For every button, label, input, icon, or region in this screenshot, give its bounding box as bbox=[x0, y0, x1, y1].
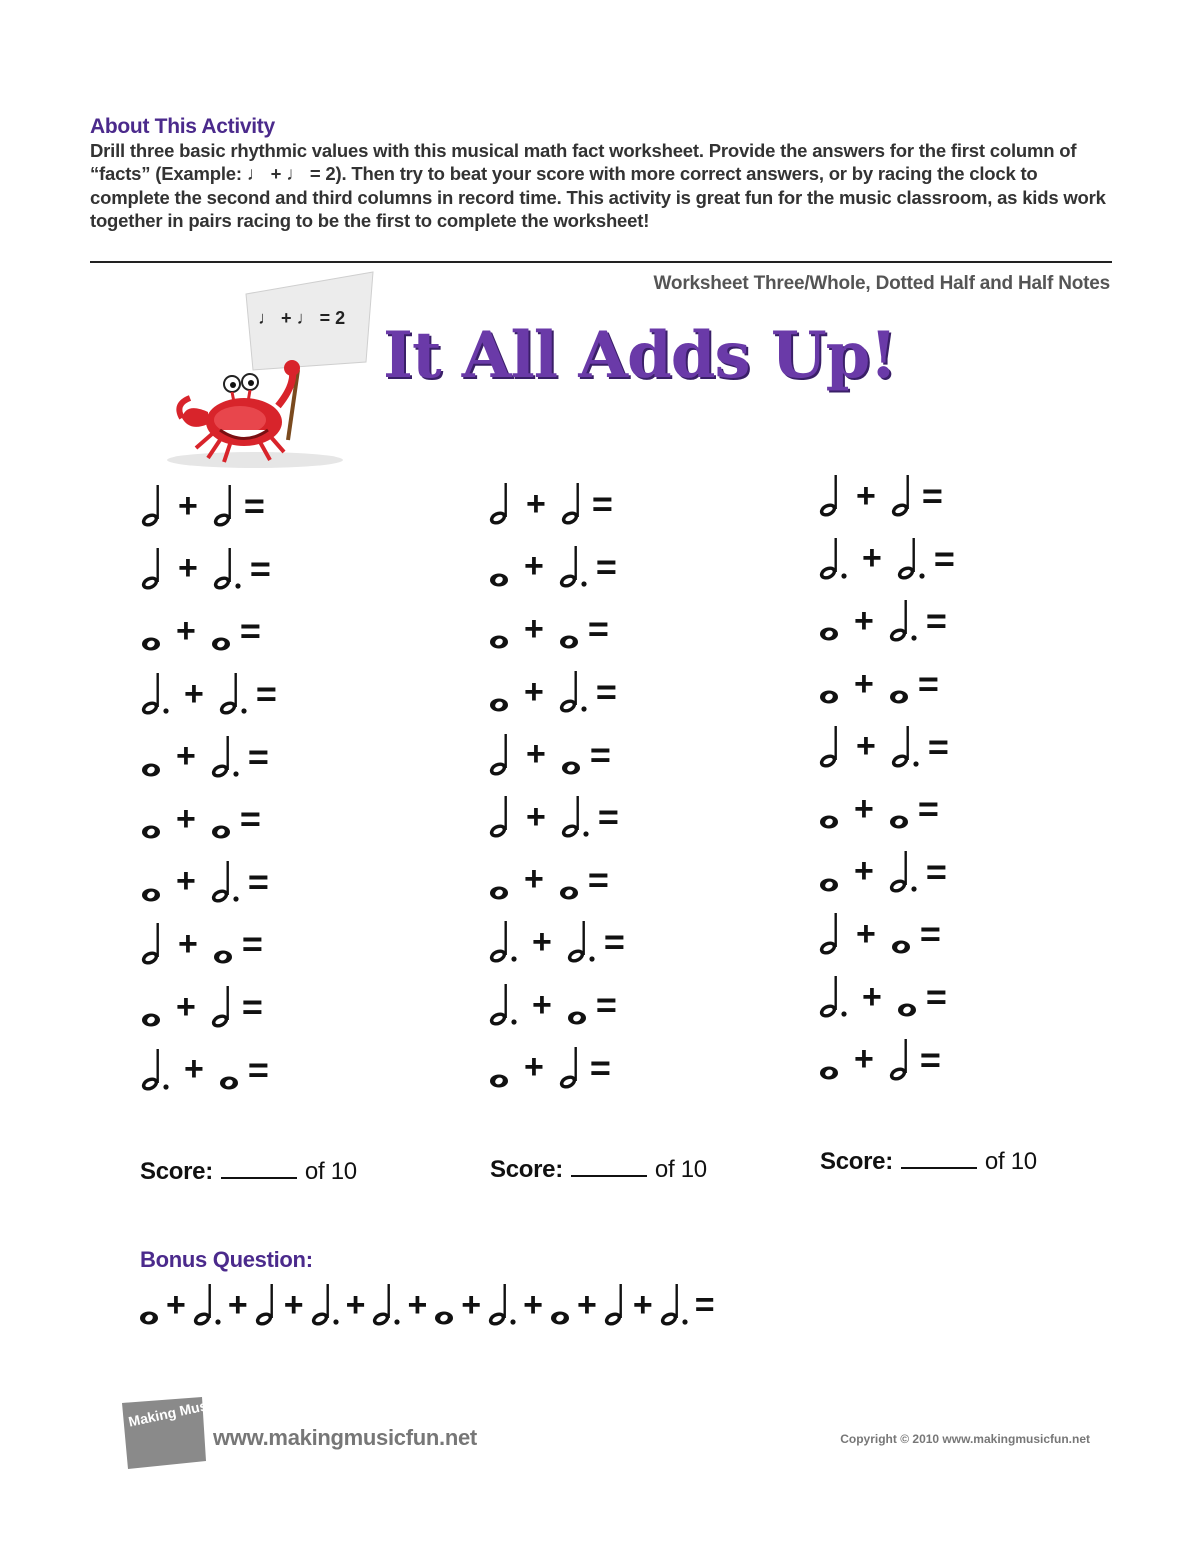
whole-note-icon bbox=[138, 1282, 160, 1328]
half-note-icon bbox=[603, 1282, 627, 1328]
score-label: Score: bbox=[140, 1158, 213, 1185]
quarter-note-icon: ♩ bbox=[258, 308, 276, 328]
plus-sign: + bbox=[854, 664, 874, 703]
problem-row bbox=[488, 723, 625, 786]
logo-text: Making Music Fun! bbox=[126, 1387, 254, 1430]
problem-row bbox=[818, 778, 955, 841]
equals-sign: = bbox=[919, 913, 941, 955]
dotted-half-note-icon bbox=[371, 1282, 401, 1328]
worksheet-label: Worksheet Three/Whole, Dotted Half and Half Notes bbox=[653, 273, 1110, 294]
about-title: About This Activity bbox=[90, 115, 275, 138]
bonus-title: Bonus Question: bbox=[140, 1247, 313, 1272]
half-note-icon bbox=[890, 473, 914, 519]
equals-sign: = bbox=[694, 1285, 715, 1324]
score-total: of 10 bbox=[984, 1148, 1037, 1175]
problem-row bbox=[488, 1036, 625, 1099]
score-blank[interactable] bbox=[571, 1175, 647, 1177]
half-note-icon bbox=[210, 984, 234, 1030]
problem-row bbox=[818, 841, 955, 904]
equals-sign: = bbox=[597, 796, 619, 838]
plus-sign: + bbox=[461, 1285, 482, 1324]
example-plus: + bbox=[270, 163, 282, 184]
plus-sign: + bbox=[854, 601, 874, 640]
dotted-half-note-icon bbox=[558, 544, 588, 590]
score-label: Score: bbox=[490, 1156, 563, 1183]
problem-row bbox=[140, 788, 277, 851]
problem-row bbox=[818, 966, 955, 1029]
bonus-equation bbox=[138, 1282, 721, 1328]
problem-row bbox=[140, 538, 277, 601]
whole-note-icon bbox=[818, 786, 840, 832]
equals-sign: = bbox=[921, 475, 943, 517]
plus-sign: + bbox=[178, 924, 198, 963]
problem-row bbox=[140, 725, 277, 788]
whole-note-icon bbox=[488, 606, 510, 652]
whole-note-icon bbox=[210, 608, 232, 654]
whole-note-icon bbox=[433, 1282, 455, 1328]
equals-sign: = bbox=[917, 788, 939, 830]
problem-row bbox=[488, 974, 625, 1037]
plus-sign: + bbox=[184, 674, 204, 713]
plus-sign: + bbox=[176, 737, 196, 776]
whole-note-icon bbox=[140, 796, 162, 842]
half-note-icon bbox=[818, 473, 842, 519]
whole-note-icon bbox=[558, 857, 580, 903]
plus-sign: + bbox=[178, 486, 198, 525]
half-note-icon bbox=[254, 1282, 278, 1328]
quarter-note-icon: ♩ bbox=[296, 308, 315, 328]
whole-note-icon bbox=[212, 921, 234, 967]
whole-note-icon bbox=[560, 732, 582, 778]
problem-row bbox=[140, 475, 277, 538]
dotted-half-note-icon bbox=[888, 598, 918, 644]
plus-sign: + bbox=[524, 672, 544, 711]
dotted-half-note-icon bbox=[818, 536, 848, 582]
plus-sign: + bbox=[227, 1285, 248, 1324]
score-line-3 bbox=[820, 1148, 1037, 1176]
dotted-half-note-icon bbox=[896, 536, 926, 582]
equals-sign: = bbox=[589, 733, 611, 775]
equals-sign: = bbox=[917, 663, 939, 705]
half-note-icon bbox=[212, 483, 236, 529]
dotted-half-note-icon bbox=[218, 671, 248, 717]
dotted-half-note-icon bbox=[558, 669, 588, 715]
about-text bbox=[90, 139, 1110, 232]
score-blank[interactable] bbox=[901, 1167, 977, 1169]
plus-sign: + bbox=[178, 549, 198, 588]
copyright: Copyright © 2010 www.makingmusicfun.net bbox=[840, 1432, 1090, 1446]
problem-row bbox=[140, 976, 277, 1039]
plus-sign: + bbox=[856, 727, 876, 766]
plus-sign: + bbox=[526, 484, 546, 523]
problem-row bbox=[818, 903, 955, 966]
sign-plus: + bbox=[281, 308, 292, 328]
problem-row bbox=[488, 849, 625, 912]
dotted-half-note-icon bbox=[212, 546, 242, 592]
equals-sign: = bbox=[247, 860, 269, 902]
whole-note-icon bbox=[896, 974, 918, 1020]
half-note-icon bbox=[818, 911, 842, 957]
plus-sign: + bbox=[523, 1285, 544, 1324]
plus-sign: + bbox=[526, 735, 546, 774]
plus-sign: + bbox=[577, 1285, 597, 1324]
equals-sign: = bbox=[589, 1046, 611, 1088]
whole-note-icon bbox=[488, 544, 510, 590]
equals-sign: = bbox=[919, 1038, 941, 1080]
website-link[interactable]: www.makingmusicfun.net bbox=[213, 1425, 477, 1450]
dotted-half-note-icon bbox=[192, 1282, 222, 1328]
equals-sign: = bbox=[925, 976, 947, 1018]
half-note-icon bbox=[558, 1045, 582, 1091]
whole-note-icon bbox=[210, 796, 232, 842]
plus-sign: + bbox=[524, 609, 544, 648]
half-note-icon bbox=[488, 481, 512, 527]
whole-note-icon bbox=[818, 598, 840, 644]
score-line-1 bbox=[140, 1158, 357, 1186]
equals-sign: = bbox=[239, 798, 261, 840]
whole-note-icon bbox=[818, 1037, 840, 1083]
half-note-icon bbox=[818, 724, 842, 770]
plus-sign: + bbox=[532, 985, 552, 1024]
sign-example bbox=[258, 308, 345, 329]
equals-sign: = bbox=[927, 725, 949, 767]
plus-sign: + bbox=[176, 799, 196, 838]
plus-sign: + bbox=[862, 539, 882, 578]
equals-sign: = bbox=[925, 850, 947, 892]
half-note-icon bbox=[140, 546, 164, 592]
whole-note-icon bbox=[488, 1045, 510, 1091]
equals-sign: = bbox=[933, 537, 955, 579]
divider-rule bbox=[90, 261, 1112, 263]
whole-note-icon bbox=[818, 661, 840, 707]
dotted-half-note-icon bbox=[487, 1282, 517, 1328]
problem-row bbox=[488, 598, 625, 661]
plus-sign: + bbox=[854, 1040, 874, 1079]
problem-row bbox=[488, 911, 625, 974]
plus-sign: + bbox=[184, 1050, 204, 1089]
about-text-part2: ). Then try to beat your score with more correct answers, or by racing the clock to complete the second and third columns in record time. This activity is great fun for the music classroom, as kids work together in pairs racing to be the first to complete the worksheet! bbox=[90, 163, 1106, 231]
about-section bbox=[90, 115, 1110, 232]
dotted-half-note-icon bbox=[818, 974, 848, 1020]
dotted-half-note-icon bbox=[488, 982, 518, 1028]
half-note-icon bbox=[488, 794, 512, 840]
problem-row bbox=[818, 528, 955, 591]
dotted-half-note-icon bbox=[659, 1282, 689, 1328]
score-blank[interactable] bbox=[221, 1177, 297, 1179]
dotted-half-note-icon bbox=[890, 724, 920, 770]
equals-sign: = bbox=[255, 673, 277, 715]
plus-sign: + bbox=[526, 797, 546, 836]
whole-note-icon bbox=[566, 982, 588, 1028]
problem-row bbox=[140, 1038, 277, 1101]
problem-row bbox=[818, 590, 955, 653]
plus-sign: + bbox=[524, 547, 544, 586]
problem-row bbox=[140, 663, 277, 726]
half-note-icon bbox=[888, 1037, 912, 1083]
problem-row bbox=[140, 600, 277, 663]
dotted-half-note-icon bbox=[560, 794, 590, 840]
plus-sign: + bbox=[283, 1285, 304, 1324]
score-label: Score: bbox=[820, 1148, 893, 1175]
page-title: It All Adds Up! bbox=[383, 318, 897, 393]
equals-sign: = bbox=[595, 671, 617, 713]
problem-row bbox=[488, 473, 625, 536]
plus-sign: + bbox=[854, 789, 874, 828]
plus-sign: + bbox=[854, 852, 874, 891]
equals-sign: = bbox=[595, 545, 617, 587]
problem-row bbox=[818, 653, 955, 716]
plus-sign: + bbox=[862, 977, 882, 1016]
sign-result: = 2 bbox=[319, 308, 346, 328]
equals-sign: = bbox=[239, 610, 261, 652]
whole-note-icon bbox=[888, 661, 910, 707]
plus-sign: + bbox=[176, 611, 196, 650]
dotted-half-note-icon bbox=[310, 1282, 340, 1328]
half-note-icon bbox=[488, 732, 512, 778]
whole-note-icon bbox=[818, 849, 840, 895]
problem-row bbox=[488, 536, 625, 599]
plus-sign: + bbox=[632, 1285, 653, 1324]
equals-sign: = bbox=[603, 921, 625, 963]
whole-note-icon bbox=[488, 669, 510, 715]
whole-note-icon bbox=[558, 606, 580, 652]
half-note-icon bbox=[140, 921, 164, 967]
problem-column-3 bbox=[818, 465, 955, 1091]
problem-row bbox=[140, 913, 277, 976]
about-text-part1: Drill three basic rhythmic values with this musical math fact worksheet. Provide the answers for the first column of “facts” (Example: bbox=[90, 140, 1077, 184]
plus-sign: + bbox=[176, 862, 196, 901]
equals-sign: = bbox=[241, 923, 263, 965]
dotted-half-note-icon bbox=[140, 1047, 170, 1093]
crab-mascot-icon bbox=[160, 272, 360, 472]
problem-column-1 bbox=[140, 475, 277, 1101]
problem-column-2 bbox=[488, 473, 625, 1099]
equals-sign: = bbox=[925, 600, 947, 642]
dotted-half-note-icon bbox=[140, 671, 170, 717]
dotted-half-note-icon bbox=[566, 919, 596, 965]
dotted-half-note-icon bbox=[488, 919, 518, 965]
half-note-icon bbox=[140, 483, 164, 529]
whole-note-icon bbox=[890, 911, 912, 957]
score-line-2 bbox=[490, 1156, 707, 1184]
example-result: = 2 bbox=[309, 163, 336, 184]
plus-sign: + bbox=[524, 860, 544, 899]
plus-sign: + bbox=[856, 914, 876, 953]
quarter-note-icon: ♩ bbox=[246, 164, 266, 185]
half-note-icon bbox=[560, 481, 584, 527]
equals-sign: = bbox=[243, 485, 265, 527]
plus-sign: + bbox=[532, 922, 552, 961]
dotted-half-note-icon bbox=[210, 859, 240, 905]
problem-row bbox=[818, 465, 955, 528]
problem-row bbox=[818, 715, 955, 778]
equals-sign: = bbox=[595, 984, 617, 1026]
problem-row bbox=[818, 1028, 955, 1091]
plus-sign: + bbox=[345, 1285, 366, 1324]
dotted-half-note-icon bbox=[888, 849, 918, 895]
score-total: of 10 bbox=[304, 1158, 357, 1185]
quarter-note-icon: ♩ bbox=[286, 164, 305, 185]
problem-row bbox=[140, 851, 277, 914]
plus-sign: + bbox=[166, 1285, 186, 1324]
plus-sign: + bbox=[407, 1285, 428, 1324]
plus-sign: + bbox=[524, 1048, 544, 1087]
dotted-half-note-icon bbox=[210, 734, 240, 780]
plus-sign: + bbox=[856, 476, 876, 515]
equals-sign: = bbox=[591, 483, 613, 525]
problem-row bbox=[488, 661, 625, 724]
plus-sign: + bbox=[176, 987, 196, 1026]
whole-note-icon bbox=[140, 859, 162, 905]
whole-note-icon bbox=[140, 734, 162, 780]
equals-sign: = bbox=[587, 608, 609, 650]
whole-note-icon bbox=[888, 786, 910, 832]
equals-sign: = bbox=[587, 858, 609, 900]
making-music-fun-logo bbox=[118, 1387, 254, 1470]
whole-note-icon bbox=[488, 857, 510, 903]
whole-note-icon bbox=[140, 608, 162, 654]
whole-note-icon bbox=[549, 1282, 571, 1328]
equals-sign: = bbox=[247, 1048, 269, 1090]
equals-sign: = bbox=[241, 986, 263, 1028]
equals-sign: = bbox=[249, 547, 271, 589]
equals-sign: = bbox=[247, 735, 269, 777]
whole-note-icon bbox=[140, 984, 162, 1030]
score-total: of 10 bbox=[654, 1156, 707, 1183]
problem-row bbox=[488, 786, 625, 849]
whole-note-icon bbox=[218, 1047, 240, 1093]
